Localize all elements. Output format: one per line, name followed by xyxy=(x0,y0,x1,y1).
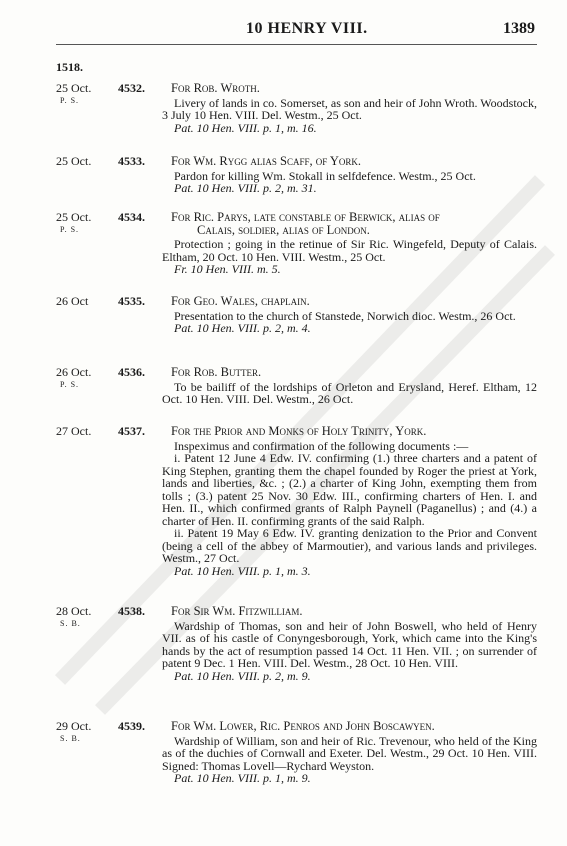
entry-text: Livery of lands in co. Somerset, as son and heir of John Wroth. Woodstock, 3 July 10 Hen. VIII. Del. Westm., 25 Oct. xyxy=(162,95,537,122)
entry-reference: Pat. 10 Hen. VIII. p. 2, m. 31. xyxy=(174,181,317,195)
entry-title: For Ric. Parys, late constable of Berwick, alias of Calais, soldier, alias of London. xyxy=(162,211,537,236)
entry-number: 4535. xyxy=(118,294,145,308)
entry-date: 29 Oct. xyxy=(56,719,92,733)
entry-number: 4534. xyxy=(118,210,145,224)
running-title: 10 HENRY VIII. xyxy=(246,20,368,37)
entry-date: 26 Oct. xyxy=(56,365,92,379)
entry-title: For Wm. Lower, Ric. Penros and John Boscawyen. xyxy=(171,719,435,733)
entry-number: 4538. xyxy=(118,604,145,618)
entry-title-continued: Calais, soldier, alias of London. xyxy=(197,222,370,237)
entry-reference: Pat. 10 Hen. VIII. p. 1, m. 3. xyxy=(174,563,311,578)
entry-text: Wardship of Thomas, son and heir of John Boswell, who held of Henry VII. as of his castle of Conyngesborough, York, which came into the King's hands by the act of resumption passed 14 Oct. 11 Hen. VII. ; on surrender of patent 9 Dec. 1 Hen. VIII. Del. Westm., 28 Oct. 10 Hen. VIII. xyxy=(162,618,537,670)
entry-number: 4537. xyxy=(118,424,145,438)
entry-date: 25 Oct. xyxy=(56,81,92,95)
entry-source: P. S. xyxy=(60,225,80,234)
page-number: 1389 xyxy=(503,20,535,37)
entry-source: P. S. xyxy=(60,96,80,105)
entry-source: P. S. xyxy=(60,380,80,389)
entry-title: For Sir Wm. Fitzwilliam. xyxy=(171,604,303,618)
entry-reference: Pat. 10 Hen. VIII. p. 2, m. 9. xyxy=(174,668,311,683)
entry-text: Pardon for killing Wm. Stokall in selfdefence. Westm., 25 Oct. xyxy=(174,168,476,183)
entry-date: 26 Oct xyxy=(56,294,89,308)
entry-text: Inspeximus and confirmation of the following documents :— xyxy=(174,438,469,453)
entry-title: For Rob. Wroth. xyxy=(171,81,260,95)
entry-text: i. Patent 12 June 4 Edw. IV. confirming (1.) three charters and a patent of King Stephen, granting them the chapel founded by Roger the priest at York, lands and liberties, &c. ; (2.) a charter of King John, exempting them from tolls ; (3.) patent 25 Nov. 30 Edw. III., confirming charters of Hen. I. and Hen. II., which confirmed grants of Ralph Paynell (Paganellus) ; and (4.) a charter of Hen. II. confirming grants of the said Ralph. xyxy=(162,451,537,528)
entry-date: 25 Oct. xyxy=(56,154,92,168)
year-label: 1518. xyxy=(56,60,83,74)
entry-date: 25 Oct. xyxy=(56,210,92,224)
entry-reference: Pat. 10 Hen. VIII. p. 1, m. 9. xyxy=(174,771,311,785)
entry-number: 4536. xyxy=(118,365,145,379)
entry-text: Protection ; going in the retinue of Sir Ric. Wingefeld, Deputy of Calais. Eltham, 20 Oct. 10 Hen. VIII. Westm., 25 Oct. xyxy=(162,237,537,264)
entry-reference: Pat. 10 Hen. VIII. p. 2, m. 4. xyxy=(174,321,311,335)
entry-source: S. B. xyxy=(60,619,81,628)
entry-number: 4539. xyxy=(118,719,145,733)
entry-title: For the Prior and Monks of Holy Trinity, York. xyxy=(171,424,427,438)
entry-text: ii. Patent 19 May 6 Edw. IV. granting denization to the Prior and Convent (being a cell of the abbey of Marmoutier), and various lands and privileges. Westm., 27 Oct. xyxy=(162,526,537,565)
entry-date: 28 Oct. xyxy=(56,604,92,618)
entry-source: S. B. xyxy=(60,734,81,743)
entry-title: For Wm. Rygg alias Scaff, of York. xyxy=(171,154,362,168)
entry-number: 4532. xyxy=(118,81,145,95)
entry-reference: Fr. 10 Hen. VIII. m. 5. xyxy=(174,262,281,276)
entry-date: 27 Oct. xyxy=(56,424,92,438)
entry-reference: Pat. 10 Hen. VIII. p. 1, m. 16. xyxy=(174,120,317,135)
entry-number: 4533. xyxy=(118,154,145,168)
entry-text: To be bailiff of the lordships of Orleton and Erysland, Heref. Eltham, 12 Oct. 10 Hen. VIII. Del. Westm., 26 Oct. xyxy=(162,379,537,406)
entry-text: Presentation to the church of Stanstede, Norwich dioc. Westm., 26 Oct. xyxy=(174,308,516,323)
page-header xyxy=(0,20,567,42)
entry-title: For Geo. Wales, chaplain. xyxy=(171,294,310,308)
entry-text: Wardship of William, son and heir of Ric. Trevenour, who held of the King as of the duchies of Cornwall and Exeter. Del. Westm., 29 Oct. 10 Hen. VIII. Signed: Thomas Lovell—Rychard Weyston. xyxy=(162,733,537,773)
entry-title: For Rob. Butter. xyxy=(171,365,262,379)
header-rule xyxy=(56,44,537,45)
